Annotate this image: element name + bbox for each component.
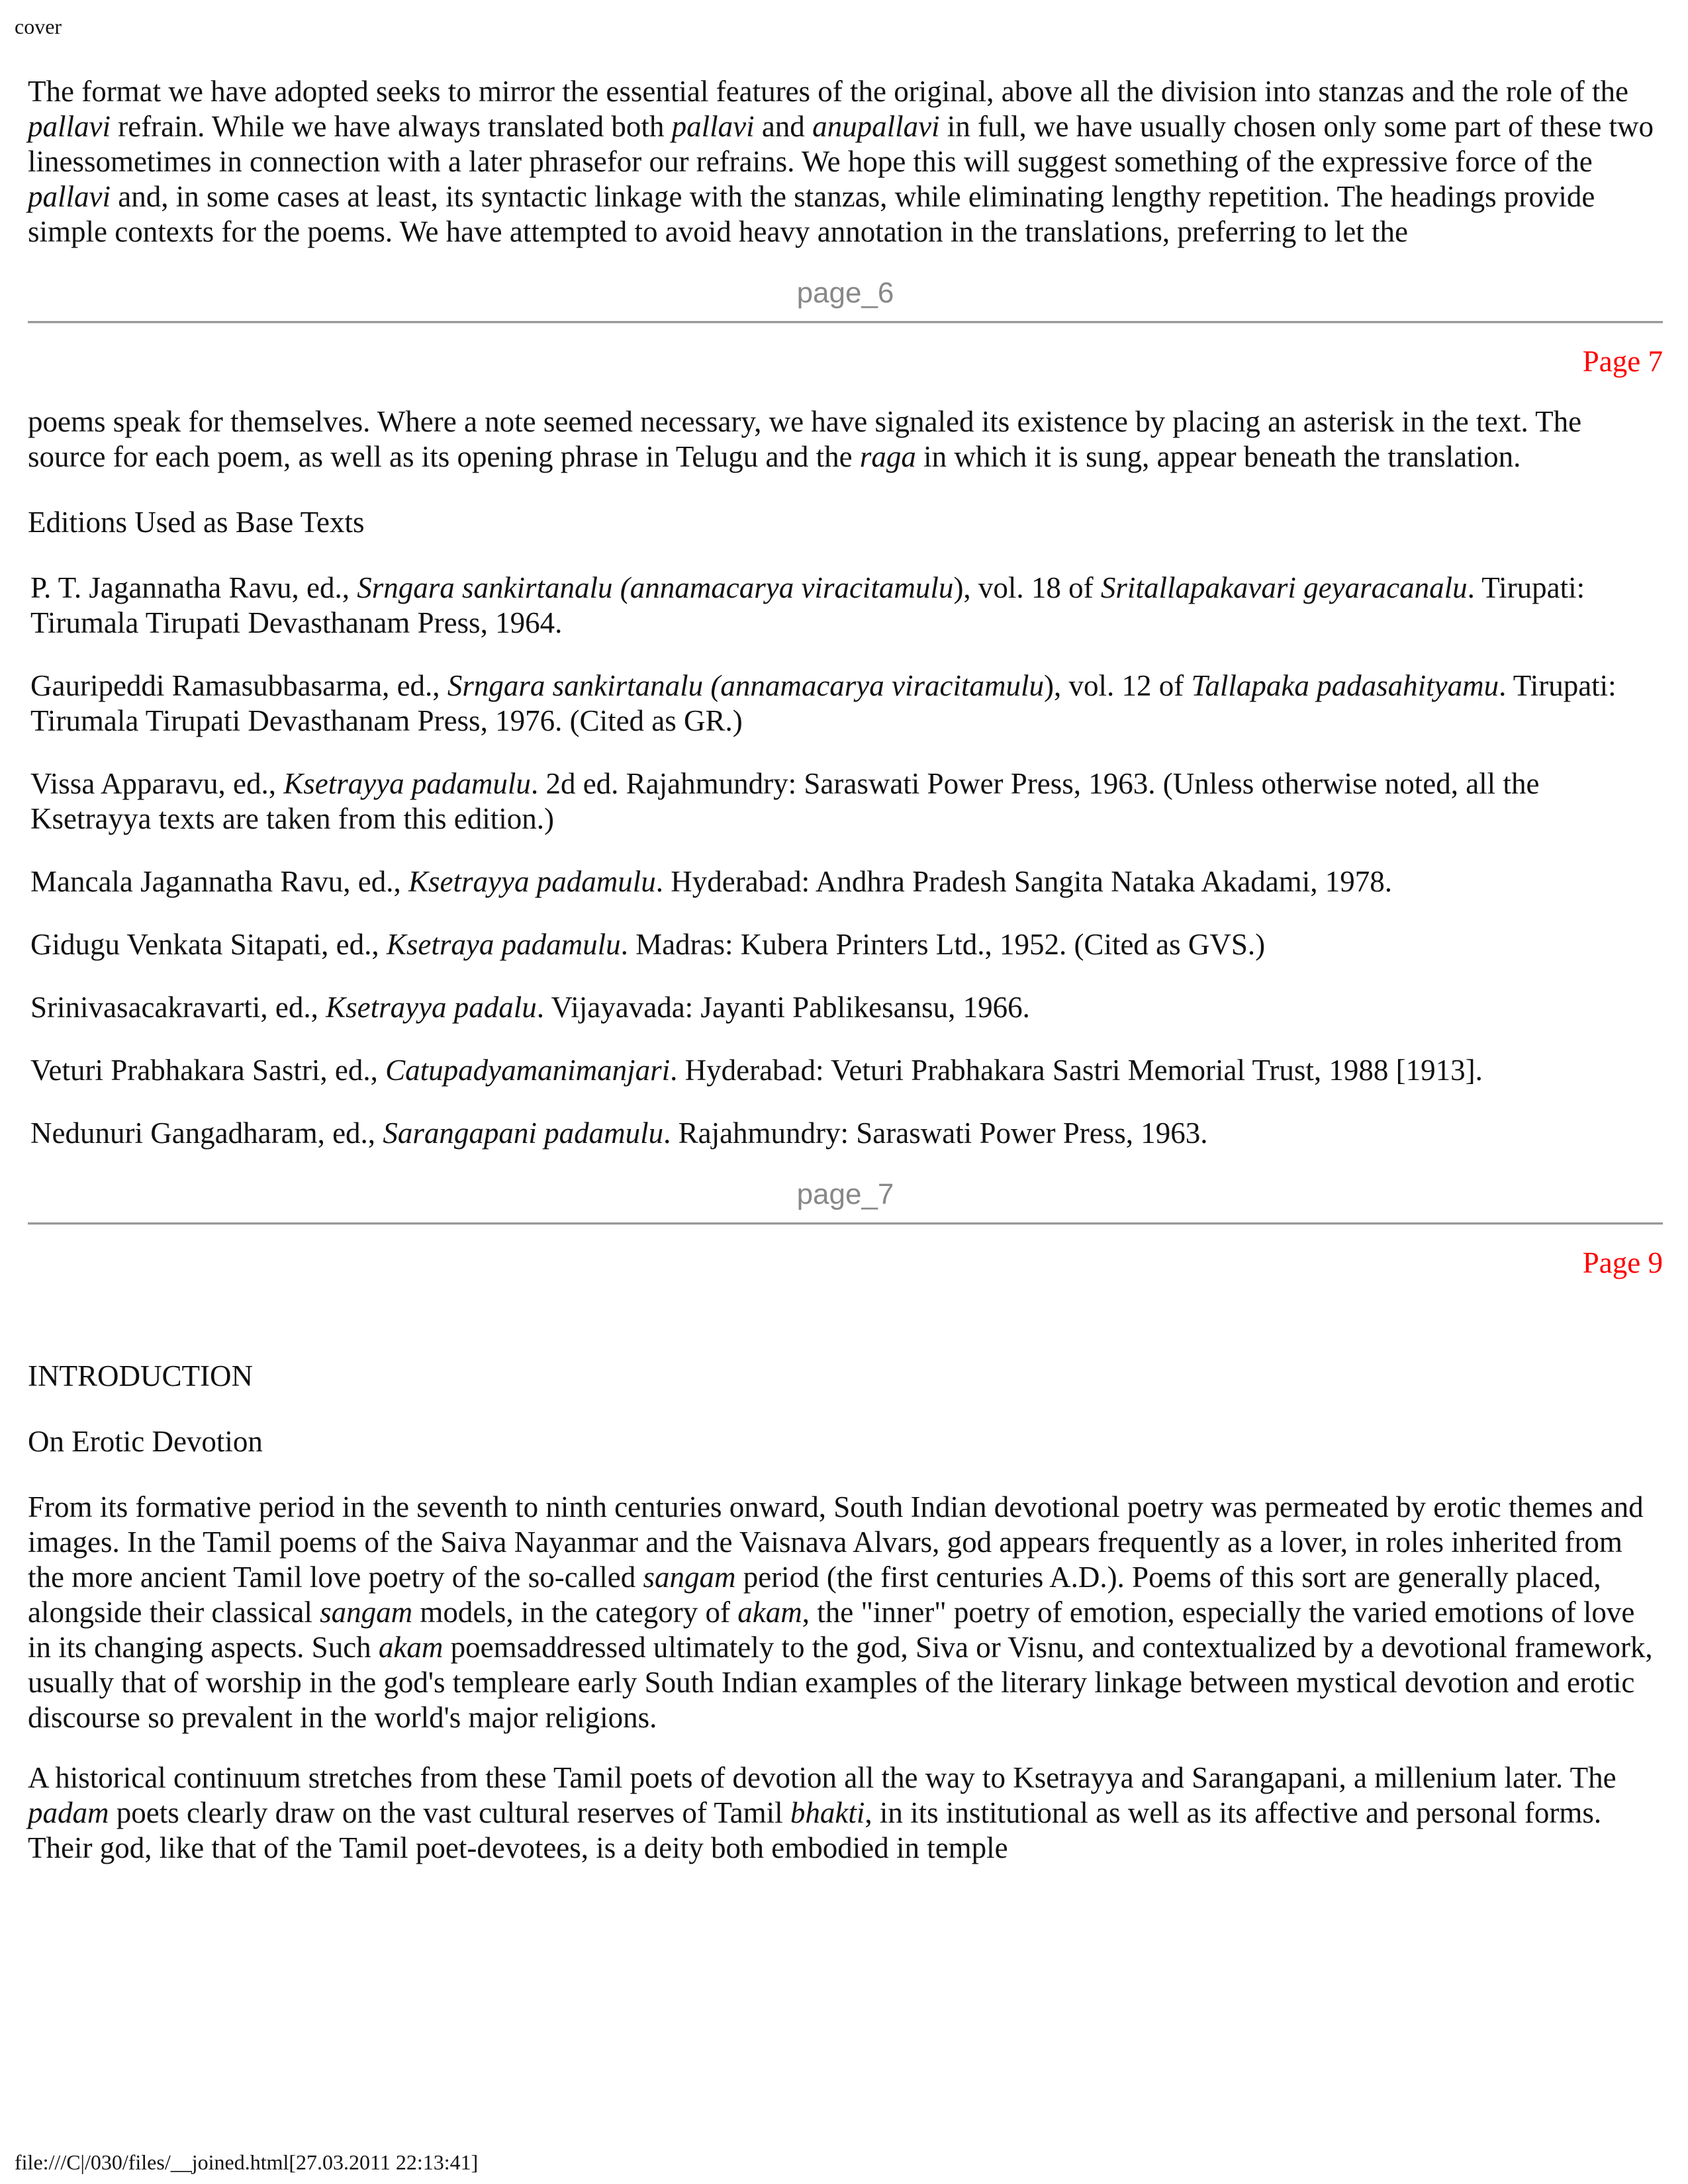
text-run: ), vol. 12 of xyxy=(1044,669,1192,702)
reference-item xyxy=(28,668,1663,739)
term-raga: raga xyxy=(859,440,916,473)
text-run: poemsaddressed ultimately to the god, Siva or Visnu, and contextualized by a devotional framework, usually that of worship in the god's templeare early South Indian examples of the literary linkage between mystical devotion and erotic discourse so prevalent in the world's major religions. xyxy=(28,1631,1653,1734)
paragraph-intro-2 xyxy=(28,1760,1663,1866)
title-italic: Srngara sankirtanalu (annamacarya viracitamulu xyxy=(357,571,954,604)
title-italic: Srngara sankirtanalu (annamacarya viracitamulu xyxy=(447,669,1044,702)
title-italic: Sritallapakavari geyaracanalu xyxy=(1100,571,1468,604)
term-padam: padam xyxy=(28,1796,109,1829)
text-run: From its formative period in the seventh to ninth centuries onward, South Indian devotional poetry was permeated by erotic themes and images. In the Tamil poems of the Saiva Nayanmar and the Vaisnava Alvars, god appears frequently as a lover, in roles inherited from the more ancient Tamil love poetry of the so-called xyxy=(28,1490,1644,1594)
text-run: . Madras: Kubera Printers Ltd., 1952. (Cited as GVS.) xyxy=(620,928,1266,961)
paragraph-intro-1 xyxy=(28,1490,1663,1735)
text-run: ), vol. 18 of xyxy=(953,571,1101,604)
term-sangam: sangam xyxy=(320,1596,413,1629)
text-run: , the "inner" poetry of emotion, especially the varied emotions of love in its changing aspects. Such xyxy=(28,1596,1635,1664)
title-italic: Catupadyamanimanjari xyxy=(385,1054,671,1087)
paragraph-notes xyxy=(28,404,1663,475)
title-italic: Tallapaka padasahityamu xyxy=(1191,669,1499,702)
text-run: Srinivasacakravarti, ed., xyxy=(30,991,326,1024)
text-run: in full, we have usually chosen only some part of these two linessometimes in connection with a later phrasefor our refrains. We hope this will suggest something of the expressive force of the xyxy=(28,110,1654,178)
text-run: . Tirupati: Tirumala Tirupati Devasthanam Press, 1964. xyxy=(30,571,1585,639)
term-pallavi: pallavi xyxy=(28,180,111,213)
page-marker: page_7 xyxy=(796,1178,894,1210)
reference-item xyxy=(28,766,1663,837)
references-list xyxy=(28,570,1663,1151)
title-italic: Ksetrayya padamulu xyxy=(408,865,656,898)
term-akam: akam xyxy=(737,1596,802,1629)
editions-heading: Editions Used as Base Texts xyxy=(28,506,365,539)
term-pallavi: pallavi xyxy=(28,110,111,143)
term-anupallavi: anupallavi xyxy=(812,110,940,143)
text-run: Nedunuri Gangadharam, ed., xyxy=(30,1116,383,1150)
title-italic: Ksetrayya padalu xyxy=(326,991,537,1024)
term-pallavi: pallavi xyxy=(671,110,755,143)
text-run: Gidugu Venkata Sitapati, ed., xyxy=(30,928,387,961)
page-divider xyxy=(28,321,1663,324)
section-subheading: On Erotic Devotion xyxy=(28,1425,263,1458)
title-italic: Sarangapani padamulu xyxy=(383,1116,664,1150)
text-run: and, in some cases at least, its syntactic linkage with the stanzas, while eliminating lengthy repetition. The headings provide simple contexts for the poems. We have attempted to avoid heavy annotation in the translations, preferring to let the xyxy=(28,180,1595,248)
text-run: . Tirupati: Tirumala Tirupati Devasthanam Press, 1976. (Cited as GR.) xyxy=(30,669,1617,737)
text-run: . Hyderabad: Andhra Pradesh Sangita Nataka Akadami, 1978. xyxy=(655,865,1392,898)
term-sangam: sangam xyxy=(643,1561,736,1594)
title-italic: Ksetraya padamulu xyxy=(386,928,621,961)
term-bhakti: bhakti xyxy=(790,1796,865,1829)
text-run: P. T. Jagannatha Ravu, ed., xyxy=(30,571,357,604)
text-run: and xyxy=(754,110,813,143)
reference-item xyxy=(28,1116,1663,1151)
text-run: . 2d ed. Rajahmundry: Saraswati Power Press, 1963. (Unless otherwise noted, all the Ksetrayya texts are taken from this edition.) xyxy=(30,767,1540,835)
page-header-label: cover xyxy=(15,15,62,38)
page-divider xyxy=(28,1222,1663,1225)
text-run: Vissa Apparavu, ed., xyxy=(30,767,284,800)
document-content xyxy=(28,74,1663,1866)
footer-file-path: file:///C|/030/files/__joined.html[27.03.2011 22:13:41] xyxy=(15,2150,479,2174)
page-marker: page_6 xyxy=(796,277,894,309)
text-run: , in its institutional as well as its affective and personal forms. Their god, like that of the Tamil poet-devotees, is a deity both embodied in temple xyxy=(28,1796,1602,1864)
text-run: poems speak for themselves. Where a note seemed necessary, we have signaled its existence by placing an asterisk in the text. The source for each poem, as well as its opening phrase in Telugu and the xyxy=(28,405,1582,473)
page-number-link[interactable]: Page 7 xyxy=(1582,345,1663,378)
text-run: Gauripeddi Ramasubbasarma, ed., xyxy=(30,669,447,702)
text-run: poets clearly draw on the vast cultural reserves of Tamil xyxy=(109,1796,790,1829)
text-run: period (the first centuries A.D.). Poems of this sort are generally placed, alongside their classical xyxy=(28,1561,1601,1629)
title-italic: Ksetrayya padamulu xyxy=(283,767,531,800)
page-number-link[interactable]: Page 9 xyxy=(1582,1246,1663,1279)
reference-item xyxy=(28,570,1663,641)
text-run: Mancala Jagannatha Ravu, ed., xyxy=(30,865,409,898)
text-run: in which it is sung, appear beneath the translation. xyxy=(915,440,1521,473)
text-run: refrain. While we have always translated both xyxy=(110,110,672,143)
text-run: Veturi Prabhakara Sastri, ed., xyxy=(30,1054,386,1087)
text-run: . Rajahmundry: Saraswati Power Press, 1963. xyxy=(663,1116,1208,1150)
text-run: A historical continuum stretches from these Tamil poets of devotion all the way to Ksetrayya and Sarangapani, a millenium later. The xyxy=(28,1761,1617,1794)
text-run: models, in the category of xyxy=(412,1596,738,1629)
reference-item xyxy=(28,927,1663,962)
reference-item xyxy=(28,864,1663,899)
chapter-heading: INTRODUCTION xyxy=(28,1359,253,1392)
text-run: . Vijayavada: Jayanti Pablikesansu, 1966. xyxy=(536,991,1030,1024)
term-akam: akam xyxy=(378,1631,444,1664)
paragraph-format xyxy=(28,74,1663,250)
reference-item xyxy=(28,990,1663,1025)
reference-item xyxy=(28,1053,1663,1088)
text-run: The format we have adopted seeks to mirror the essential features of the original, above all the division into stanzas and the role of the xyxy=(28,75,1628,108)
text-run: . Hyderabad: Veturi Prabhakara Sastri Memorial Trust, 1988 [1913]. xyxy=(670,1054,1483,1087)
